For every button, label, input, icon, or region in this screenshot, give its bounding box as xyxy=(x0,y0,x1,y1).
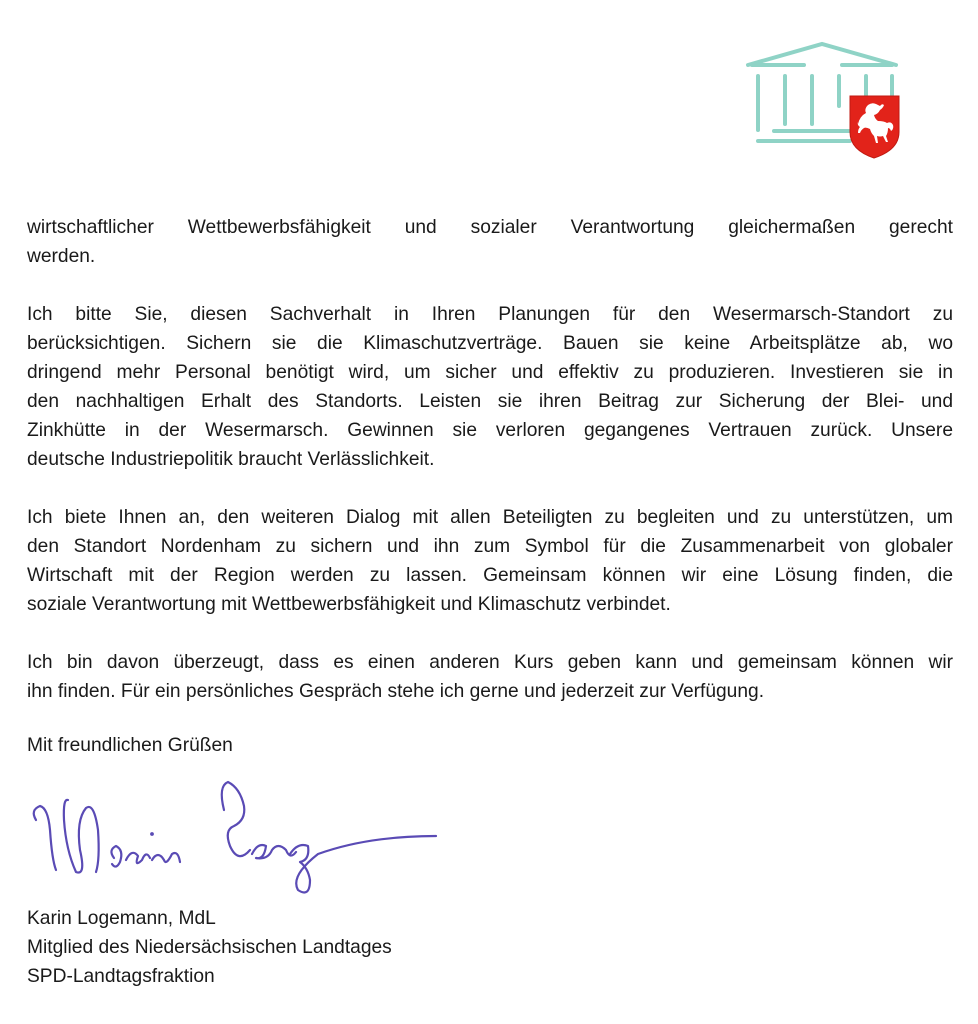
sender-role: Mitglied des Niedersächsischen Landtages xyxy=(27,937,392,958)
building-roof xyxy=(748,44,896,65)
text-line: soziale Verantwortung mit Wettbewerbsfähigkeit und Klimaschutz verbindet. xyxy=(27,594,671,615)
closing-text: Mit freundlichen Grüßen xyxy=(27,735,233,756)
text-line: Ich bin davon überzeugt, dass es einen anderen Kurs geben kann und gemeinsam können wir xyxy=(27,652,953,673)
sender-faction: SPD-Landtagsfraktion xyxy=(27,966,215,987)
text-line: Zinkhütte in der Wesermarsch. Gewinnen sie verloren gegangenes Vertrauen zurück. Unsere xyxy=(27,420,953,441)
text-line: berücksichtigen. Sichern sie die Klimaschutzverträge. Bauen sie keine Arbeitsplätze ab, wo xyxy=(27,333,953,354)
text-line: Ich biete Ihnen an, den weiteren Dialog mit allen Beteiligten zu begleiten und zu unterstützen, um xyxy=(27,507,953,528)
paragraph-4 xyxy=(27,648,953,706)
sender-name: Karin Logemann, MdL xyxy=(27,908,216,929)
landtag-logo xyxy=(742,40,902,160)
handwritten-signature xyxy=(28,780,448,898)
paragraph-2 xyxy=(27,300,953,474)
sender-block xyxy=(27,904,953,991)
paragraph-3 xyxy=(27,503,953,619)
text-line: den nachhaltigen Erhalt des Standorts. Leisten sie ihren Beitrag zur Sicherung der Blei- und xyxy=(27,391,953,412)
text-line: werden. xyxy=(27,246,96,267)
paragraph-1 xyxy=(27,213,953,271)
text-line: wirtschaftlicher Wettbewerbsfähigkeit und sozialer Verantwortung gleichermaßen gerecht xyxy=(27,217,953,238)
text-line: den Standort Nordenham zu sichern und ihn zum Symbol für die Zusammenarbeit von globaler xyxy=(27,536,953,557)
closing-salutation xyxy=(27,731,953,760)
text-line: Wirtschaft mit der Region werden zu lassen. Gemeinsam können wir eine Lösung finden, die xyxy=(27,565,953,586)
text-line: dringend mehr Personal benötigt wird, um sicher und effektiv zu produzieren. Investieren sie in xyxy=(27,362,953,383)
text-line: ihn finden. Für ein persönliches Gespräch stehe ich gerne und jederzeit zur Verfügung. xyxy=(27,681,765,702)
text-line: Ich bitte Sie, diesen Sachverhalt in Ihren Planungen für den Wesermarsch-Standort zu xyxy=(27,304,953,325)
text-line: deutsche Industriepolitik braucht Verlässlichkeit. xyxy=(27,449,435,470)
